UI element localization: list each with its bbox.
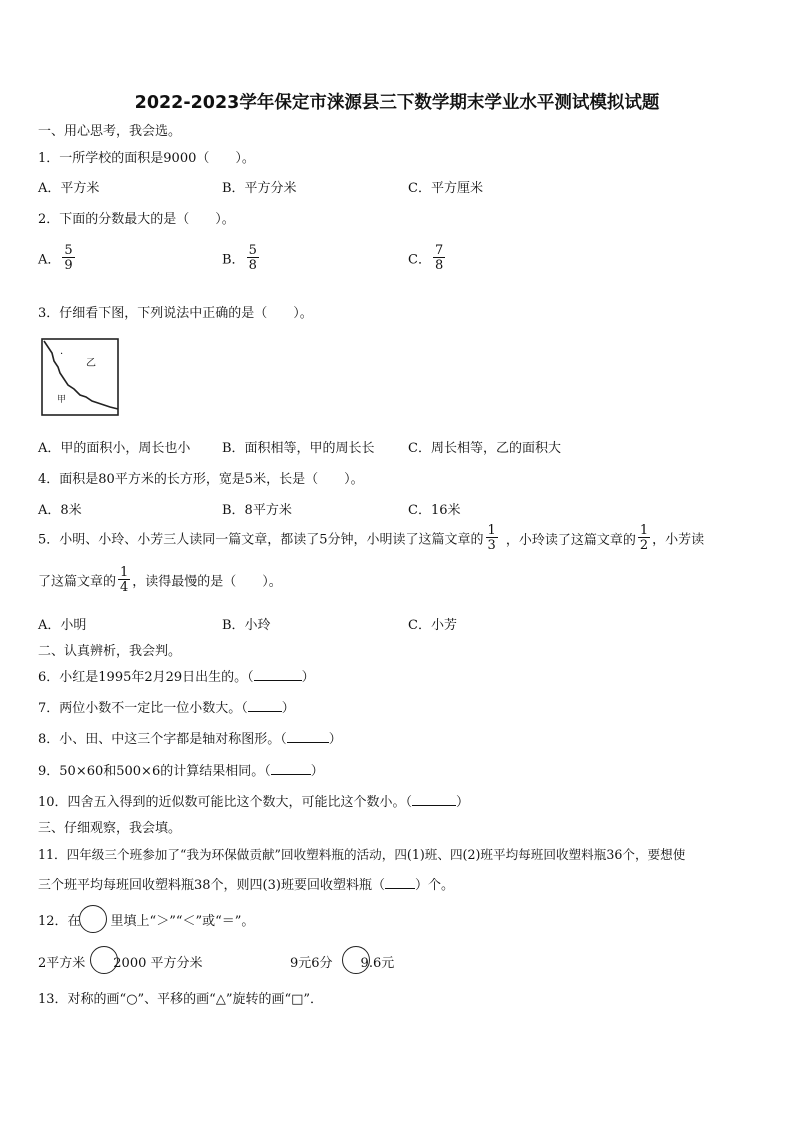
q2-option-b[interactable]	[222, 244, 261, 272]
question-7	[38, 697, 295, 716]
question-11-line-1: 11．四年级三个班参加了“我为环保做贡献”回收塑料瓶的活动，四(1)班、四(2)班平均每班回收塑料瓶36个，要想使	[38, 847, 686, 862]
question-3-stem: 3．仔细看下图，下列说法中正确的是（ ）。	[38, 306, 313, 321]
q12-left-b: 2000 平方分米	[113, 956, 203, 971]
fraction-denominator: 9	[64, 258, 73, 273]
question-5-line-1	[38, 524, 704, 552]
fraction-numerator: 1	[487, 523, 496, 538]
fraction-denominator: 8	[248, 258, 257, 273]
q2-option-c[interactable]	[408, 244, 447, 272]
fraction-numerator: 1	[120, 565, 129, 580]
q6-text: 6．小红是1995年2月29日出生的。（	[38, 670, 254, 685]
q5-option-b[interactable]: B．小玲	[222, 618, 271, 633]
q8-end: ）	[328, 732, 342, 747]
q12-left-answer-circle[interactable]	[90, 946, 118, 974]
q2-option-a-fraction	[62, 244, 74, 272]
q2-option-b-label: B．	[222, 252, 245, 268]
q12-left-item	[38, 952, 203, 971]
q2-option-b-fraction	[247, 244, 259, 272]
q12-right-b: 9.6元	[360, 956, 395, 971]
fraction-denominator: 3	[487, 538, 496, 553]
q7-answer-blank[interactable]	[248, 700, 282, 712]
q1-option-c[interactable]: C．平方厘米	[408, 181, 483, 196]
fraction-denominator: 4	[120, 580, 129, 595]
fraction-denominator: 2	[639, 538, 649, 553]
fraction-numerator: 5	[64, 243, 73, 258]
q6-end: ）	[301, 670, 315, 685]
question-6	[38, 666, 315, 685]
fraction-denominator: 8	[434, 258, 444, 273]
q2-option-c-label: C．	[408, 252, 431, 268]
question-13-stem: 13．对称的画“○”、平移的画“△”旋转的画“□”．	[38, 992, 324, 1007]
q5-text-2: ，小玲读了这篇文章的	[505, 532, 636, 548]
q5-text-4: 了这篇文章的	[38, 574, 117, 590]
q12-stem-b: 里填上“＞”“＜”或“＝”。	[110, 914, 255, 929]
question-8	[38, 728, 342, 747]
q12-stem-circle	[79, 905, 107, 933]
q7-text: 7．两位小数不一定比一位小数大。（	[38, 701, 248, 716]
q4-option-c[interactable]: C．16米	[408, 503, 461, 518]
q5-fraction-3	[118, 566, 130, 594]
q5-option-c[interactable]: C．小芳	[408, 618, 457, 633]
figure-label-jia: 甲	[57, 395, 67, 405]
question-1-stem: 1．一所学校的面积是9000（ ）。	[38, 151, 255, 166]
fraction-numerator: 1	[639, 523, 649, 538]
page-title: 2022-2023学年保定市涞源县三下数学期末学业水平测试模拟试题	[134, 93, 660, 113]
section-heading-1: 一、用心思考，我会选。	[38, 124, 182, 139]
q12-right-a: 9元6分	[290, 956, 333, 971]
q9-end: ）	[310, 764, 324, 779]
question-5-line-2	[38, 566, 282, 594]
q2-option-c-fraction	[433, 244, 445, 272]
svg-text:·: ·	[60, 349, 64, 360]
q5-text-1: 5．小明、小玲、小芳三人读同一篇文章，都读了5分钟，小明读了这篇文章的	[38, 532, 484, 548]
q8-text: 8．小、田、中这三个字都是轴对称图形。（	[38, 732, 287, 747]
q11-text: 三个班平均每班回收塑料瓶38个，则四(3)班要回收塑料瓶（	[38, 878, 385, 893]
figure-square-outline	[42, 339, 118, 415]
q10-end: ）	[456, 795, 470, 810]
question-2-stem: 2．下面的分数最大的是（ ）。	[38, 212, 235, 227]
q11-end: ）个。	[414, 878, 454, 893]
q3-option-c[interactable]: C．周长相等，乙的面积大	[408, 441, 561, 456]
q9-answer-blank[interactable]	[271, 763, 311, 775]
q12-right-answer-circle[interactable]	[342, 946, 370, 974]
q5-text-3: ，小芳读	[652, 532, 705, 548]
q4-option-a[interactable]: A．8米	[38, 503, 82, 518]
q3-option-b[interactable]: B．面积相等，甲的周长长	[222, 441, 375, 456]
q1-option-b[interactable]: B．平方分米	[222, 181, 297, 196]
fraction-numerator: 7	[434, 243, 444, 258]
question-9	[38, 760, 324, 779]
q12-stem-a: 12．在	[38, 914, 81, 929]
q7-end: ）	[281, 701, 295, 716]
q10-text: 10．四舍五入得到的近似数可能比这个数大，可能比这个数小。（	[38, 795, 413, 810]
question-4-stem: 4．面积是80平方米的长方形，宽是5米，长是（ ）。	[38, 472, 364, 487]
q8-answer-blank[interactable]	[287, 731, 329, 743]
fraction-numerator: 5	[248, 243, 257, 258]
q2-option-a[interactable]	[38, 244, 77, 272]
q11-answer-blank[interactable]	[385, 877, 415, 889]
q5-fraction-1	[486, 524, 498, 552]
q3-option-a[interactable]: A．甲的面积小，周长也小	[38, 441, 191, 456]
section-heading-2: 二、认真辨析，我会判。	[38, 644, 182, 659]
question-12-stem	[38, 910, 254, 929]
q5-fraction-2	[638, 524, 650, 552]
q2-option-a-label: A．	[38, 252, 61, 268]
q4-option-b[interactable]: B．8平方米	[222, 503, 292, 518]
q1-option-a[interactable]: A．平方米	[38, 181, 100, 196]
q9-text: 9．50×60和500×6的计算结果相同。（	[38, 764, 271, 779]
figure-label-yi: 乙	[86, 358, 96, 369]
q6-answer-blank[interactable]	[254, 669, 302, 681]
q3-figure	[40, 337, 120, 417]
q5-text-5: ，读得最慢的是（ ）。	[132, 574, 282, 590]
q10-answer-blank[interactable]	[412, 794, 456, 806]
question-10	[38, 791, 469, 810]
section-heading-3: 三、仔细观察，我会填。	[38, 821, 182, 836]
q5-option-a[interactable]: A．小明	[38, 618, 87, 633]
q12-left-a: 2平方米	[38, 956, 86, 971]
question-11-line-2	[38, 874, 454, 893]
